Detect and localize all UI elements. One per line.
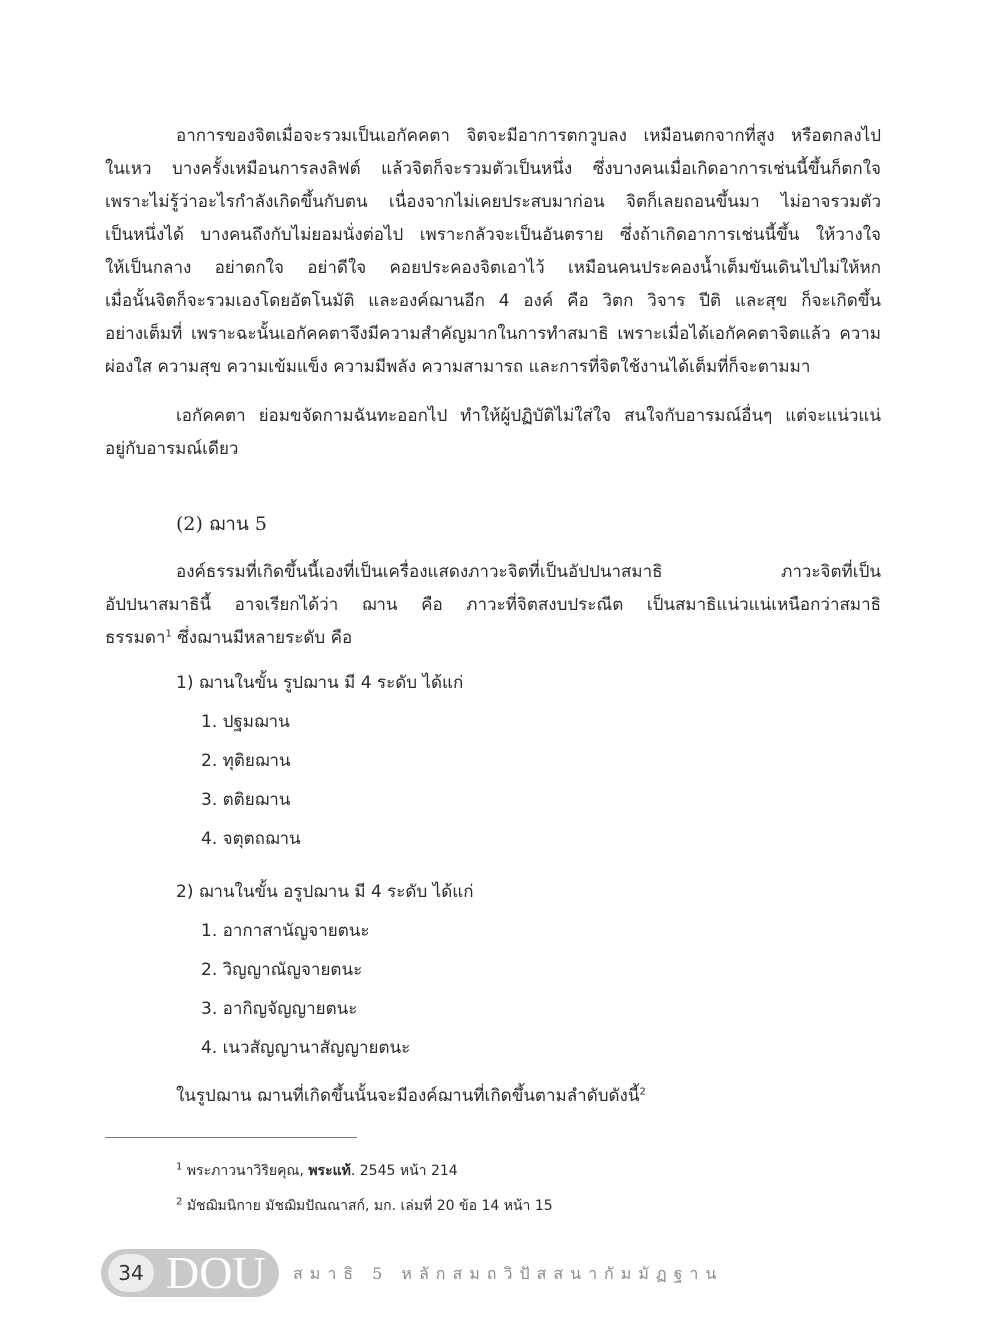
rupa-list-item: 4. จตุตถฌาน [201,829,301,849]
paragraph-1-line: อย่างเต็มที่ เพราะฉะนั้นเอกัคคตาจึงมีความสำคัญมากในการทำสมาธิ เพราะเมื่อได้เอกัคคตาจิตแล้ว ความ [105,324,881,344]
paragraph-3-line: อัปปนาสมาธินี้ อาจเรียกได้ว่า ฌาน คือ ภาวะที่จิตสงบประณีต เป็นสมาธิแน่วแน่เหนือกว่าสมาธิ [105,595,881,615]
paragraph-1-line: เมื่อนั้นจิตก็จะรวมเองโดยอัตโนมัติ และองค์ฌานอีก 4 องค์ คือ วิตก วิจาร ปีติ และสุข ก็จะเกิดขึ้น [105,291,881,311]
paragraph-1-line: ผ่องใส ความสุข ความเข้มแข็ง ความมีพลัง ความสามารถ และการที่จิตใช้งานได้เต็มที่ก็จะตามมา [105,357,811,377]
rupa-list-item: 2. ทุติยฌาน [201,751,291,771]
paragraph-1-line: ให้เป็นกลาง อย่าตกใจ อย่าดีใจ คอยประคองจิตเอาไว้ เหมือนคนประคองน้ำเต็มขันเดินไปไม่ให้หก [105,258,881,278]
footnote-book-title: พระแท้ [308,1163,351,1179]
paragraph-2-line: อยู่กับอารมณ์เดียว [105,439,239,459]
paragraph-1-line: เพราะไม่รู้ว่าอะไรกำลังเกิดขึ้นกับตน เนื่องจากไม่เคยประสบมาก่อน จิตก็เลยถอนขึ้นมา ไม่อาจรวมตัว [105,192,881,212]
arupa-list-item: 4. เนวสัญญานาสัญญายตนะ [201,1038,411,1058]
section-heading: (2) ฌาน 5 [176,513,267,535]
footnote-text: . 2545 หน้า 214 [350,1163,458,1179]
arupa-list-item: 1. อากาสานัญจายตนะ [201,921,370,941]
running-title: สมาธิ 5 หลักสมถวิปัสสนากัมมัฏฐาน [293,1264,724,1283]
footnote-ref-2[interactable]: 2 [639,1086,646,1098]
paragraph-2-line: เอกัคคตา ย่อมขจัดกามฉันทะออกไป ทำให้ผู้ปฏิบัติไม่ใส่ใจ สนใจกับอารมณ์อื่นๆ แต่จะแน่วแน่ [176,406,881,426]
page-number: 34 [108,1254,154,1292]
footnote-ref-1[interactable]: 1 [165,628,172,640]
arupa-list-item: 3. อากิญจัญญายตนะ [201,999,358,1019]
rupa-list-title: 1) ฌานในขั้น รูปฌาน มี 4 ระดับ ได้แก่ [176,673,464,693]
footnote-text: พระภาวนาวิริยคุณ, [186,1163,309,1179]
arupa-list-item: 2. วิญญาณัญจายตนะ [201,960,363,980]
paragraph-1-line: ในเหว บางครั้งเหมือนการลงลิฟต์ แล้วจิตก็จะรวมตัวเป็นหนึ่ง ซึ่งบางคนเมื่อเกิดอาการเช่นนี้ขึ้นก็ตกใจ [105,159,881,179]
footnote-2 [176,1196,553,1216]
closing-line [176,1084,646,1108]
footnote-divider [105,1137,357,1138]
footnote-text: มัชฌิมนิกาย มัชฌิมปัณณาสก์, มก. เล่มที่ 20 ข้อ 14 หน้า 15 [186,1198,553,1214]
paragraph-3-text: ซึ่งฌานมีหลายระดับ คือ [171,628,353,648]
footnote-number: 2 [176,1196,183,1208]
rupa-list-item: 3. ตติยฌาน [201,790,291,810]
footnote-1 [176,1161,458,1181]
paragraph-1-line: อาการของจิตเมื่อจะรวมเป็นเอกัคคตา จิตจะมีอาการตกวูบลง เหมือนตกจากที่สูง หรือตกลงไป [176,126,881,146]
arupa-list-title: 2) ฌานในขั้น อรูปฌาน มี 4 ระดับ ได้แก่ [176,882,474,902]
footnote-number: 1 [176,1161,183,1173]
rupa-list-item: 1. ปฐมฌาน [201,712,290,732]
paragraph-3-text: ธรรมดา [105,628,166,648]
paragraph-3-line [105,626,881,650]
paragraph-3-line: องค์ธรรมที่เกิดขึ้นนี้เองที่เป็นเครื่องแสดงภาวะจิตที่เป็นอัปปนาสมาธิ ภาวะจิตที่เป็น [176,562,881,582]
closing-text: ในรูปฌาน ฌานที่เกิดขึ้นนั้นจะมีองค์ฌานที่เกิดขึ้นตามลำดับดังนี้ [176,1086,640,1106]
dou-logo: DOU [166,1247,266,1298]
paragraph-1-line: เป็นหนึ่งได้ บางคนถึงกับไม่ยอมนั่งต่อไป เพราะกลัวจะเป็นอันตราย ซึ่งถ้าเกิดอาการเช่นนี้ขึ้น ให้วางใจ [105,225,881,245]
